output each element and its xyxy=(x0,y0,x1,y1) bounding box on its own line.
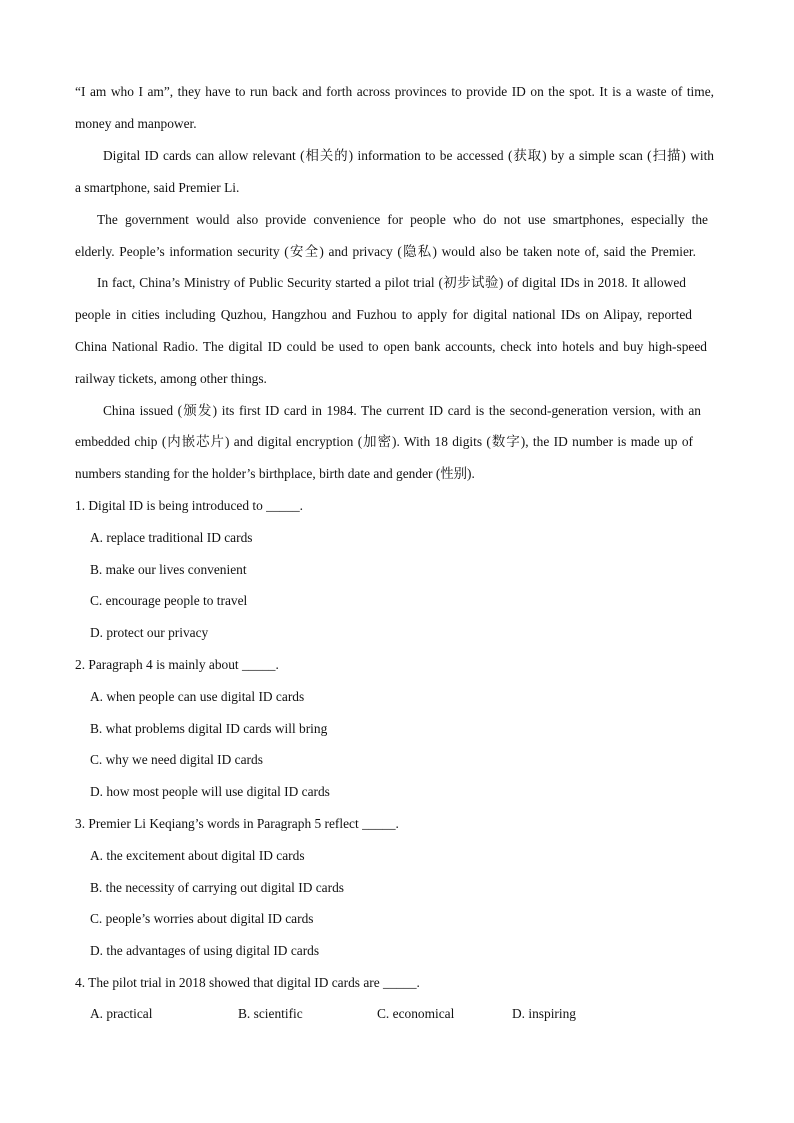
passage-line: embedded chip (内嵌芯片) and digital encryption (加密). With 18 digits (数字), the ID number is made up of xyxy=(75,434,693,449)
passage-line: a smartphone, said Premier Li. xyxy=(75,180,240,195)
option-3c: C. people’s worries about digital ID cards xyxy=(90,911,314,926)
option-4c: C. economical xyxy=(377,1006,455,1021)
option-2c: C. why we need digital ID cards xyxy=(90,752,263,767)
option-1b: B. make our lives convenient xyxy=(90,562,247,577)
option-4a: A. practical xyxy=(90,1006,153,1021)
passage-line: China National Radio. The digital ID could be used to open bank accounts, check into hotels and buy high-speed xyxy=(75,339,707,354)
passage-line: Digital ID cards can allow relevant (相关的) information to be accessed (获取) by a simple scan (扫描) with xyxy=(103,148,714,163)
option-1d: D. protect our privacy xyxy=(90,625,209,640)
question-stem-3: 3. Premier Li Keqiang’s words in Paragraph 5 reflect _____. xyxy=(75,816,399,831)
passage-line: China issued (颁发) its first ID card in 1984. The current ID card is the second-generation version, with an xyxy=(103,403,701,418)
passage-line: elderly. People’s information security (安全) and privacy (隐私) would also be taken note of, said the Premier. xyxy=(75,244,696,259)
option-3a: A. the excitement about digital ID cards xyxy=(90,848,305,863)
passage-line: “I am who I am”, they have to run back and forth across provinces to provide ID on the spot. It is a waste of time, xyxy=(75,84,714,99)
passage-line: money and manpower. xyxy=(75,116,197,131)
option-1a: A. replace traditional ID cards xyxy=(90,530,253,545)
question-stem-1: 1. Digital ID is being introduced to _____. xyxy=(75,498,303,513)
question-stem-4: 4. The pilot trial in 2018 showed that digital ID cards are _____. xyxy=(75,975,420,990)
passage-line: The government would also provide convenience for people who do not use smartphones, especially the xyxy=(97,212,708,227)
passage-line: In fact, China’s Ministry of Public Security started a pilot trial (初步试验) of digital IDs in 2018. It allowed xyxy=(97,275,686,290)
question-stem-2: 2. Paragraph 4 is mainly about _____. xyxy=(75,657,279,672)
option-3d: D. the advantages of using digital ID cards xyxy=(90,943,320,958)
option-2d: D. how most people will use digital ID cards xyxy=(90,784,330,799)
option-2a: A. when people can use digital ID cards xyxy=(90,689,305,704)
option-3b: B. the necessity of carrying out digital ID cards xyxy=(90,880,344,895)
option-2b: B. what problems digital ID cards will bring xyxy=(90,721,328,736)
passage-line: numbers standing for the holder’s birthplace, birth date and gender (性别). xyxy=(75,466,475,481)
option-4b: B. scientific xyxy=(238,1006,303,1021)
passage-line: people in cities including Quzhou, Hangzhou and Fuzhou to apply for digital national IDs on Alipay, reported xyxy=(75,307,692,322)
option-4d: D. inspiring xyxy=(512,1006,576,1021)
passage-line: railway tickets, among other things. xyxy=(75,371,267,386)
option-1c: C. encourage people to travel xyxy=(90,593,248,608)
